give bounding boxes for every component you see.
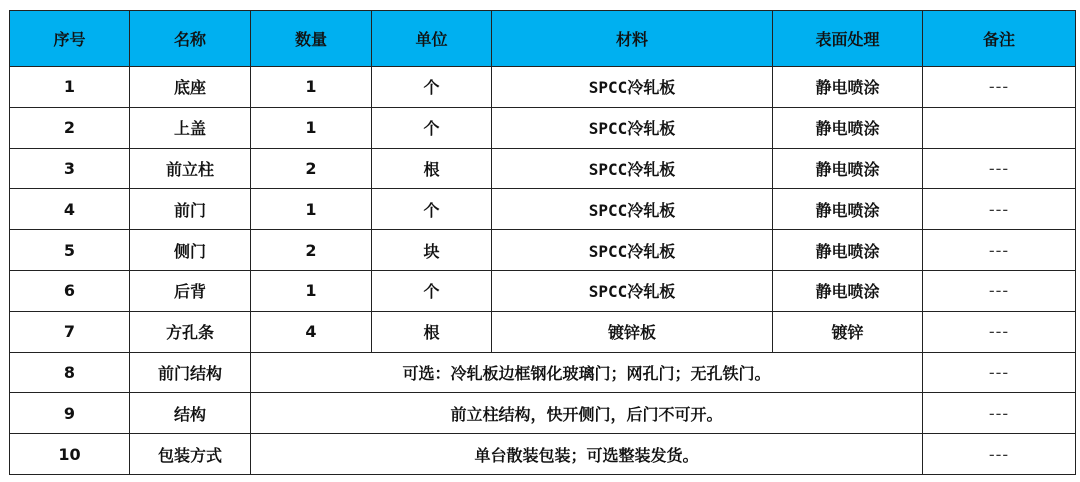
cell-index: 10 bbox=[10, 434, 130, 475]
header-remark: 备注 bbox=[923, 11, 1076, 67]
cell-unit: 根 bbox=[372, 148, 492, 189]
table-row bbox=[10, 230, 1076, 271]
cell-remark: --- bbox=[923, 148, 1076, 189]
cell-remark: --- bbox=[923, 393, 1076, 434]
cell-index: 8 bbox=[10, 352, 130, 393]
cell-description: 单台散装包装；可选整装发货。 bbox=[251, 434, 923, 475]
cell-name: 方孔条 bbox=[130, 311, 251, 352]
cell-quantity: 2 bbox=[251, 230, 372, 271]
header-quantity: 数量 bbox=[251, 11, 372, 67]
table-row bbox=[10, 189, 1076, 230]
cell-description: 可选：冷轧板边框钢化玻璃门；网孔门；无孔铁门。 bbox=[251, 352, 923, 393]
cell-remark: --- bbox=[923, 230, 1076, 271]
cell-surface-treatment: 镀锌 bbox=[773, 311, 923, 352]
cell-surface-treatment: 静电喷涂 bbox=[773, 107, 923, 148]
cell-index: 9 bbox=[10, 393, 130, 434]
table-row bbox=[10, 393, 1076, 434]
cell-surface-treatment: 静电喷涂 bbox=[773, 148, 923, 189]
cell-unit: 个 bbox=[372, 107, 492, 148]
table-row bbox=[10, 270, 1076, 311]
cell-index: 6 bbox=[10, 270, 130, 311]
table-row bbox=[10, 434, 1076, 475]
cell-name: 后背 bbox=[130, 270, 251, 311]
cell-surface-treatment: 静电喷涂 bbox=[773, 67, 923, 108]
cell-material: SPCC冷轧板 bbox=[492, 189, 773, 230]
table-header-row bbox=[10, 11, 1076, 67]
cell-remark: --- bbox=[923, 189, 1076, 230]
cell-remark: --- bbox=[923, 434, 1076, 475]
cell-name: 底座 bbox=[130, 67, 251, 108]
cell-index: 2 bbox=[10, 107, 130, 148]
cell-quantity: 2 bbox=[251, 148, 372, 189]
table-row bbox=[10, 148, 1076, 189]
cell-remark: --- bbox=[923, 311, 1076, 352]
header-index: 序号 bbox=[10, 11, 130, 67]
cell-index: 7 bbox=[10, 311, 130, 352]
table-row bbox=[10, 311, 1076, 352]
cell-name: 前门 bbox=[130, 189, 251, 230]
cell-quantity: 1 bbox=[251, 270, 372, 311]
header-surface-treatment: 表面处理 bbox=[773, 11, 923, 67]
cell-material: SPCC冷轧板 bbox=[492, 270, 773, 311]
cell-index: 1 bbox=[10, 67, 130, 108]
cell-quantity: 4 bbox=[251, 311, 372, 352]
cell-unit: 个 bbox=[372, 189, 492, 230]
cell-index: 4 bbox=[10, 189, 130, 230]
cell-name: 包装方式 bbox=[130, 434, 251, 475]
cell-surface-treatment: 静电喷涂 bbox=[773, 270, 923, 311]
cell-remark bbox=[923, 107, 1076, 148]
cell-remark: --- bbox=[923, 270, 1076, 311]
table-row bbox=[10, 352, 1076, 393]
cell-quantity: 1 bbox=[251, 189, 372, 230]
cell-material: SPCC冷轧板 bbox=[492, 67, 773, 108]
spec-table bbox=[9, 10, 1076, 475]
cell-name: 上盖 bbox=[130, 107, 251, 148]
cell-material: SPCC冷轧板 bbox=[492, 107, 773, 148]
cell-quantity: 1 bbox=[251, 107, 372, 148]
cell-description: 前立柱结构，快开侧门，后门不可开。 bbox=[251, 393, 923, 434]
spec-table-container bbox=[9, 10, 1075, 474]
header-name: 名称 bbox=[130, 11, 251, 67]
cell-unit: 个 bbox=[372, 270, 492, 311]
cell-surface-treatment: 静电喷涂 bbox=[773, 230, 923, 271]
cell-surface-treatment: 静电喷涂 bbox=[773, 189, 923, 230]
cell-remark: --- bbox=[923, 352, 1076, 393]
table-row bbox=[10, 107, 1076, 148]
cell-unit: 根 bbox=[372, 311, 492, 352]
cell-material: 镀锌板 bbox=[492, 311, 773, 352]
cell-name: 前立柱 bbox=[130, 148, 251, 189]
table-row bbox=[10, 67, 1076, 108]
cell-name: 侧门 bbox=[130, 230, 251, 271]
cell-index: 3 bbox=[10, 148, 130, 189]
cell-material: SPCC冷轧板 bbox=[492, 148, 773, 189]
header-unit: 单位 bbox=[372, 11, 492, 67]
cell-unit: 个 bbox=[372, 67, 492, 108]
header-material: 材料 bbox=[492, 11, 773, 67]
cell-name: 结构 bbox=[130, 393, 251, 434]
cell-remark: --- bbox=[923, 67, 1076, 108]
cell-name: 前门结构 bbox=[130, 352, 251, 393]
cell-unit: 块 bbox=[372, 230, 492, 271]
cell-material: SPCC冷轧板 bbox=[492, 230, 773, 271]
cell-index: 5 bbox=[10, 230, 130, 271]
cell-quantity: 1 bbox=[251, 67, 372, 108]
